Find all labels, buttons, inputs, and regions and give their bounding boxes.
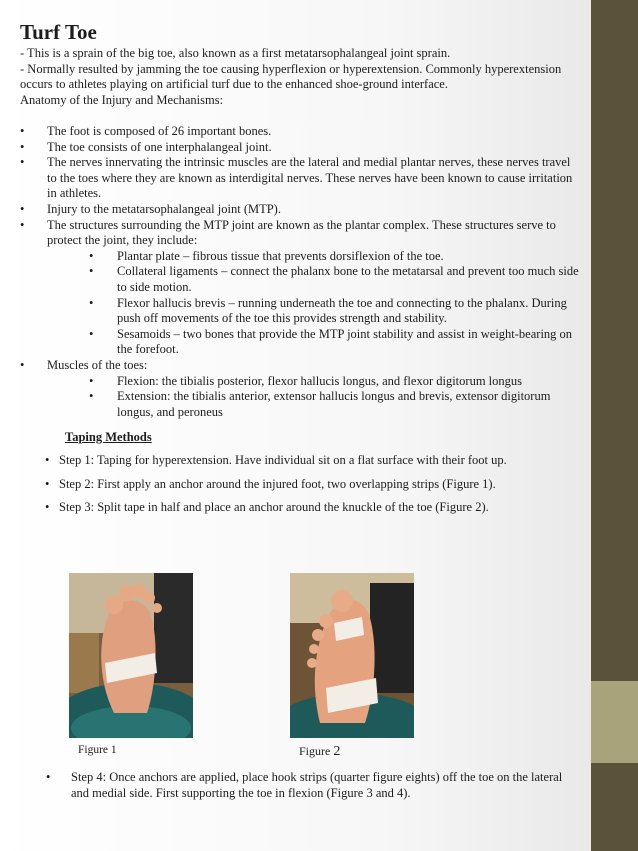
list-item: • The toe consists of one interphalangeal joint. (20, 140, 582, 156)
step-4-item: • Step 4: Once anchors are applied, place hook strips (quarter figure eights) off the toe on the lateral and medial side. First supporting the toe in flexion (Figure 3 and 4). (46, 770, 581, 801)
figure-1-caption: Figure 1 (78, 744, 117, 756)
figure-1-photo (69, 573, 193, 738)
step-item: • Step 3: Split tape in half and place an anchor around the knuckle of the toe (Figure 2). (20, 500, 582, 516)
page-title: Turf Toe (20, 20, 97, 44)
sub-list-item: • Plantar plate – fibrous tissue that prevents dorsiflexion of the toe. (47, 249, 582, 265)
list-item-muscles (20, 358, 582, 420)
intro-line-2: - Normally resulted by jamming the toe causing hyperflexion or hyperextension. Commonly hyperextension occurs to athletes playing on artificial turf due to the enhanced shoe-ground interface. (20, 61, 562, 91)
list-item: • The foot is composed of 26 important bones. (20, 124, 582, 140)
list-item-text: Muscles of the toes: (47, 357, 148, 372)
step-item: • Step 1: Taping for hyperextension. Have individual sit on a flat surface with their foot up. (20, 453, 582, 469)
sub-list-item: • Sesamoids – two bones that provide the MTP joint stability and assist in weight-bearing on the forefoot. (47, 327, 582, 358)
document-body (20, 20, 582, 524)
step-item: • Step 2: First apply an anchor around the injured foot, two overlapping strips (Figure 1). (20, 477, 582, 493)
taping-steps-list (20, 453, 582, 516)
muscles-list (47, 374, 582, 421)
sub-list-item: • Extension: the tibialis anterior, extensor hallucis longus and brevis, extensor digitorum longus, and peroneus (47, 389, 582, 420)
anatomy-heading: Anatomy of the Injury and Mechanisms: (20, 92, 224, 107)
intro-line-1: - This is a sprain of the big toe, also known as a first metatarsophalangeal joint sprain. (20, 46, 451, 60)
sub-list-item: • Collateral ligaments – connect the phalanx bone to the metatarsal and prevent too much side to side motion. (47, 264, 582, 295)
sidebar-accent-block (591, 681, 638, 763)
list-item-plantar-complex (20, 218, 582, 358)
plantar-complex-list (47, 249, 582, 358)
list-item: • The nerves innervating the intrinsic muscles are the lateral and medial plantar nerves, these nerves travel to the toes where they are known as interdigital nerves. These nerves have been known to cause irritation in athletes. (20, 155, 582, 202)
anatomy-list (20, 124, 582, 420)
sub-list-item: • Flexor hallucis brevis – running underneath the toe and connecting to the phalanx. During push off movements of the toe this provides strength and stability. (47, 296, 582, 327)
sub-list-item: • Flexion: the tibialis posterior, flexor hallucis longus, and flexor digitorum longus (47, 374, 582, 390)
list-item: • Injury to the metatarsophalangeal joint (MTP). (20, 202, 582, 218)
figure-2-photo (290, 573, 414, 738)
taping-methods-heading: Taping Methods (65, 430, 152, 445)
figure-2-caption-word: Figure (299, 744, 331, 758)
figure-2-caption (299, 744, 340, 760)
list-item-text: The structures surrounding the MTP joint are known as the plantar complex. These structures serve to protect the joint, they include: (47, 217, 556, 248)
figure-2-caption-number: 2 (333, 744, 341, 759)
